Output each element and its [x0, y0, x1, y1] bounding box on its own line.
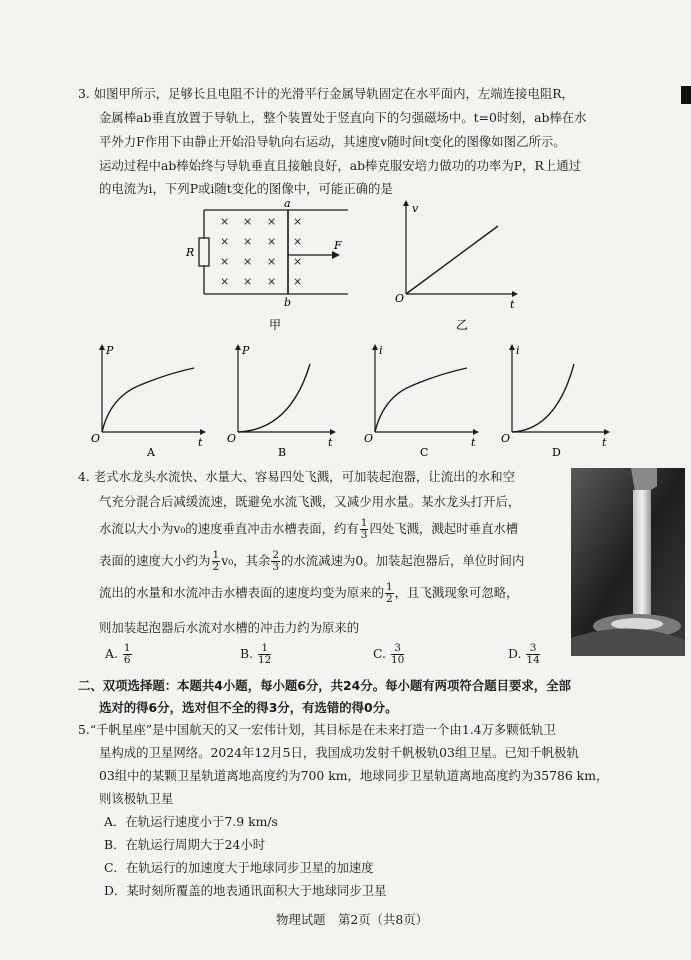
svg-text:i: i	[516, 344, 520, 357]
option-b-label: B	[278, 446, 287, 459]
velocity-line	[406, 226, 498, 294]
figure-jia-circuit	[180, 198, 350, 338]
svg-text:O: O	[395, 292, 405, 305]
section-2-heading: 二、双项选择题：本题共4小题，每小题6分，共24分。每小题有两项符合题目要求，全部	[78, 678, 571, 693]
svg-text:×: ×	[293, 215, 303, 228]
svg-text:×: ×	[293, 235, 303, 248]
q3-line-3: 平外力F作用下由静止开始沿导轨向右运动，其速度v随时间t变化的图像如图乙所示。	[99, 134, 566, 149]
svg-text:×: ×	[293, 255, 303, 268]
svg-text:t: t	[198, 436, 203, 449]
svg-text:O: O	[91, 432, 101, 445]
q5-choice-c: C．在轨运行的加速度大于地球同步卫星的加速度	[104, 860, 374, 875]
svg-text:×: ×	[220, 215, 230, 228]
svg-text:O: O	[501, 432, 511, 445]
svg-text:O: O	[227, 432, 237, 445]
q4-choice-c: C. $\frac{3}{10}$	[373, 642, 405, 666]
option-c-label: C	[420, 446, 429, 459]
svg-text:i: i	[379, 344, 383, 357]
svg-text:t: t	[471, 436, 476, 449]
figure-yi-vt-graph	[392, 198, 522, 338]
svg-text:×: ×	[267, 275, 277, 288]
q4-choice-b: B. $\frac{1}{12}$	[240, 642, 272, 666]
resistor-r	[199, 238, 209, 266]
q4-line-1: 4. 老式水龙头水流快、水量大、容易四处飞溅，可加装起泡器，让流出的水和空	[78, 469, 516, 484]
label-b: b	[284, 296, 292, 309]
svg-text:×: ×	[267, 235, 277, 248]
svg-text:P: P	[242, 344, 250, 357]
figure-jia-caption: 甲	[269, 318, 282, 332]
q3-line-2: 金属棒ab垂直放置于导轨上，整个装置处于竖直向下的匀强磁场中。t=0时刻，ab棒在水	[99, 110, 587, 125]
q4-line-3: 水流以大小为v₀的速度垂直冲击水槽表面，约有 $\frac{1}{3}$ 四处飞溅，溅起时垂直水槽	[99, 517, 519, 541]
label-f: F	[334, 239, 342, 252]
svg-text:P: P	[106, 344, 114, 357]
q5-line-3: 03组中的某颗卫星轨道离地高度约为700 km，地球同步卫星轨道离地高度约为35786 km，	[99, 768, 609, 783]
svg-text:×: ×	[220, 275, 230, 288]
label-a: a	[284, 198, 291, 210]
q5-line-1: 5.“千帆星座”是中国航天的又一宏伟计划，其目标是在未来打造一个由1.4万多颗低轨卫	[78, 722, 556, 737]
svg-text:×: ×	[293, 275, 303, 288]
q4-choice-d: D. $\frac{3}{14}$	[508, 642, 540, 666]
page-footer: 物理试题 第2页（共8页）	[276, 912, 429, 927]
q5-choice-a: A．在轨运行速度小于7.9 km/s	[104, 814, 278, 829]
svg-text:×: ×	[220, 255, 230, 268]
svg-text:×: ×	[243, 215, 253, 228]
section-2-heading-line-2: 选对的得6分，选对但不全的得3分，有选错的得0分。	[99, 700, 398, 715]
q4-line-4: 表面的速度大小约为 $\frac{1}{2}$ v₀，其余 $\frac{2}{3}$ 的水流减速为0。加装起泡器后，单位时间内	[99, 549, 525, 573]
figure-yi-caption: 乙	[456, 318, 469, 332]
q5-line-2: 星构成的卫星网络。2024年12月5日，我国成功发射千帆极轨03组卫星。已知千帆极轨	[99, 745, 579, 760]
magnetic-field-crosses	[220, 215, 302, 288]
q5-line-4: 则该极轨卫星	[99, 791, 174, 806]
label-r: R	[186, 246, 195, 259]
q4-choice-a: A. $\frac{1}{6}$	[105, 642, 131, 666]
svg-text:×: ×	[243, 255, 253, 268]
option-b-graph	[224, 342, 344, 460]
svg-text:O: O	[364, 432, 374, 445]
q4-line-5: 流出的水量和水流冲击水槽表面的速度均变为原来的 $\frac{1}{2}$ ，且飞溅现象可忽略，	[99, 581, 519, 605]
q4-line-6: 则加装起泡器后水流对水槽的冲击力约为原来的	[99, 620, 360, 635]
q5-choice-d: D．某时刻所覆盖的地表通讯面积大于地球同步卫星	[104, 883, 387, 898]
option-d-label: D	[552, 446, 561, 459]
option-c-graph	[361, 342, 489, 460]
svg-text:×: ×	[267, 215, 277, 228]
svg-text:×: ×	[243, 235, 253, 248]
q3-line-5: 的电流为i，下列P或i随t变化的图像中，可能正确的是	[99, 181, 393, 196]
page-edge-tab	[681, 86, 691, 104]
option-a-label: A	[147, 446, 155, 459]
svg-text:×: ×	[267, 255, 277, 268]
option-d-graph	[498, 342, 618, 460]
svg-text:×: ×	[220, 235, 230, 248]
svg-text:×: ×	[243, 275, 253, 288]
faucet-photo	[571, 468, 685, 656]
option-a-graph	[88, 342, 216, 460]
q3-line-1: 3. 如图甲所示，足够长且电阻不计的光滑平行金属导轨固定在水平面内，左端连接电阻R，	[78, 86, 574, 101]
q3-line-4: 运动过程中ab棒始终与导轨垂直且接触良好，ab棒克服安培力做功的功率为P，R上通过	[99, 158, 581, 173]
svg-text:t: t	[510, 298, 515, 311]
svg-text:t: t	[602, 436, 607, 449]
q4-line-2: 气充分混合后减缓流速，既避免水流飞溅，又减少用水量。某水龙头打开后，	[99, 494, 521, 509]
svg-text:t: t	[328, 436, 333, 449]
q5-choice-b: B．在轨运行周期大于24小时	[104, 837, 266, 852]
svg-text:v: v	[412, 202, 419, 215]
